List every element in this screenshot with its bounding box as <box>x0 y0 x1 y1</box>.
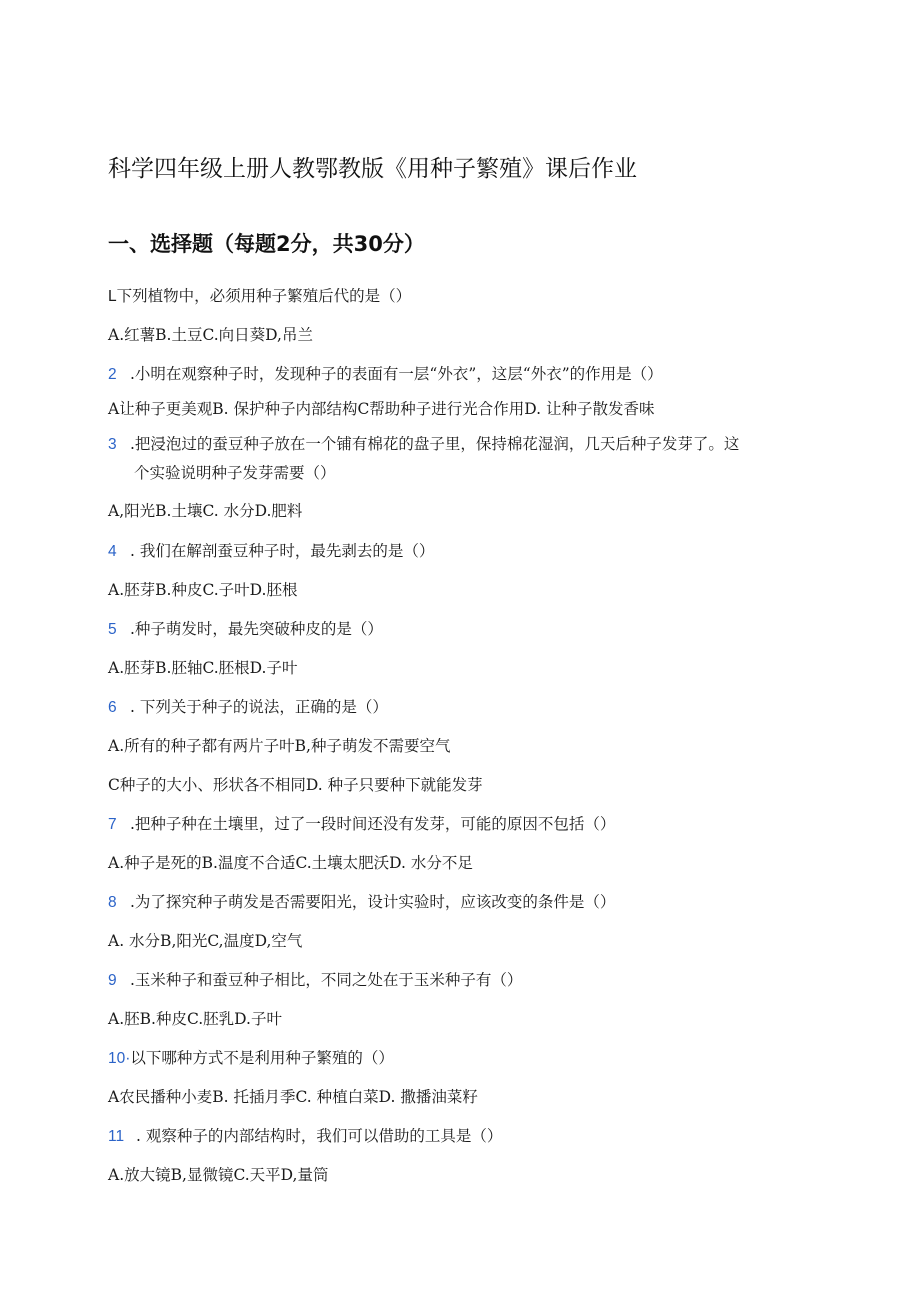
question-9-options: A.胚B.种皮C.胚乳D.子叶 <box>108 1010 282 1028</box>
question-6 <box>108 695 388 717</box>
question-1 <box>108 284 411 306</box>
question-3 <box>108 432 739 454</box>
question-text: . 下列关于种子的说法，正确的是（） <box>130 698 388 716</box>
question-text: .玉米种子和蚕豆种子相比，不同之处在于玉米种子有（） <box>130 971 523 989</box>
question-9 <box>108 968 522 990</box>
question-2 <box>108 362 663 384</box>
question-10-options: A农民播种小麦B. 托插月季C. 种植白菜D. 撒播油菜籽 <box>108 1088 478 1106</box>
question-4 <box>108 539 434 561</box>
question-3-continuation: 个实验说明种子发芽需要（） <box>134 464 336 482</box>
question-text: . 观察种子的内部结构时，我们可以借助的工具是（） <box>136 1127 503 1145</box>
question-number: 6 <box>108 699 117 716</box>
question-8-options: A. 水分B,阳光C,温度D,空气 <box>108 932 303 950</box>
question-text: 以下哪种方式不是利用种子繁殖的（） <box>130 1049 394 1067</box>
question-text: 下列植物中，必须用种子繁殖后代的是（） <box>116 287 412 305</box>
question-11 <box>108 1124 502 1146</box>
question-6-options-2: C种子的大小、形状各不相同D. 种子只要种下就能发芽 <box>108 776 483 794</box>
question-4-options: A.胚芽B.种皮C.子叶D.胚根 <box>108 581 298 599</box>
question-text: .把种子种在土壤里，过了一段时间还没有发芽，可能的原因不包括（） <box>130 815 616 833</box>
question-6-options: A.所有的种子都有两片子叶B,种子萌发不需要空气 <box>108 737 451 755</box>
page-title: 科学四年级上册人教鄂教版《用种子繁殖》课后作业 <box>108 156 637 182</box>
question-3-options: A,阳光B.土壤C. 水分D.肥料 <box>108 502 303 520</box>
question-5-options: A.胚芽B.胚轴C.胚根D.子叶 <box>108 659 298 677</box>
question-11-options: A.放大镜B,显微镜C.天平D,量筒 <box>108 1166 329 1184</box>
question-number: 4 <box>108 543 117 560</box>
section-heading: 一、选择题（每题2分，共30分） <box>108 232 425 256</box>
question-5 <box>108 617 383 639</box>
question-text: . 我们在解剖蚕豆种子时，最先剥去的是（） <box>130 542 435 560</box>
question-2-options: A让种子更美观B. 保护种子内部结构C帮助种子进行光合作用D. 让种子散发香味 <box>108 400 655 418</box>
question-number: 2 <box>108 366 117 383</box>
question-number: 8 <box>108 894 117 911</box>
question-number: L <box>108 288 117 305</box>
question-number: 10· <box>108 1050 131 1067</box>
question-text: .为了探究种子萌发是否需要阳光，设计实验时，应该改变的条件是（） <box>130 893 616 911</box>
question-text: .种子萌发时，最先突破种皮的是（） <box>130 620 383 638</box>
question-7-options: A.种子是死的B.温度不合适C.土壤太肥沃D. 水分不足 <box>108 854 473 872</box>
question-number: 7 <box>108 816 117 833</box>
question-8 <box>108 890 615 912</box>
question-text: .把浸泡过的蚕豆种子放在一个铺有棉花的盘子里，保持棉花湿润，几天后种子发芽了。这 <box>130 435 740 453</box>
question-number: 5 <box>108 621 117 638</box>
question-number: 3 <box>108 436 117 453</box>
question-number: 9 <box>108 972 117 989</box>
question-number: 11 <box>108 1128 125 1145</box>
question-7 <box>108 812 615 834</box>
question-10 <box>108 1046 394 1068</box>
question-text: .小明在观察种子时，发现种子的表面有一层“外衣”，这层“外衣”的作用是（） <box>130 365 663 383</box>
question-1-options: A.红薯B.土豆C.向日葵D,吊兰 <box>108 326 313 344</box>
